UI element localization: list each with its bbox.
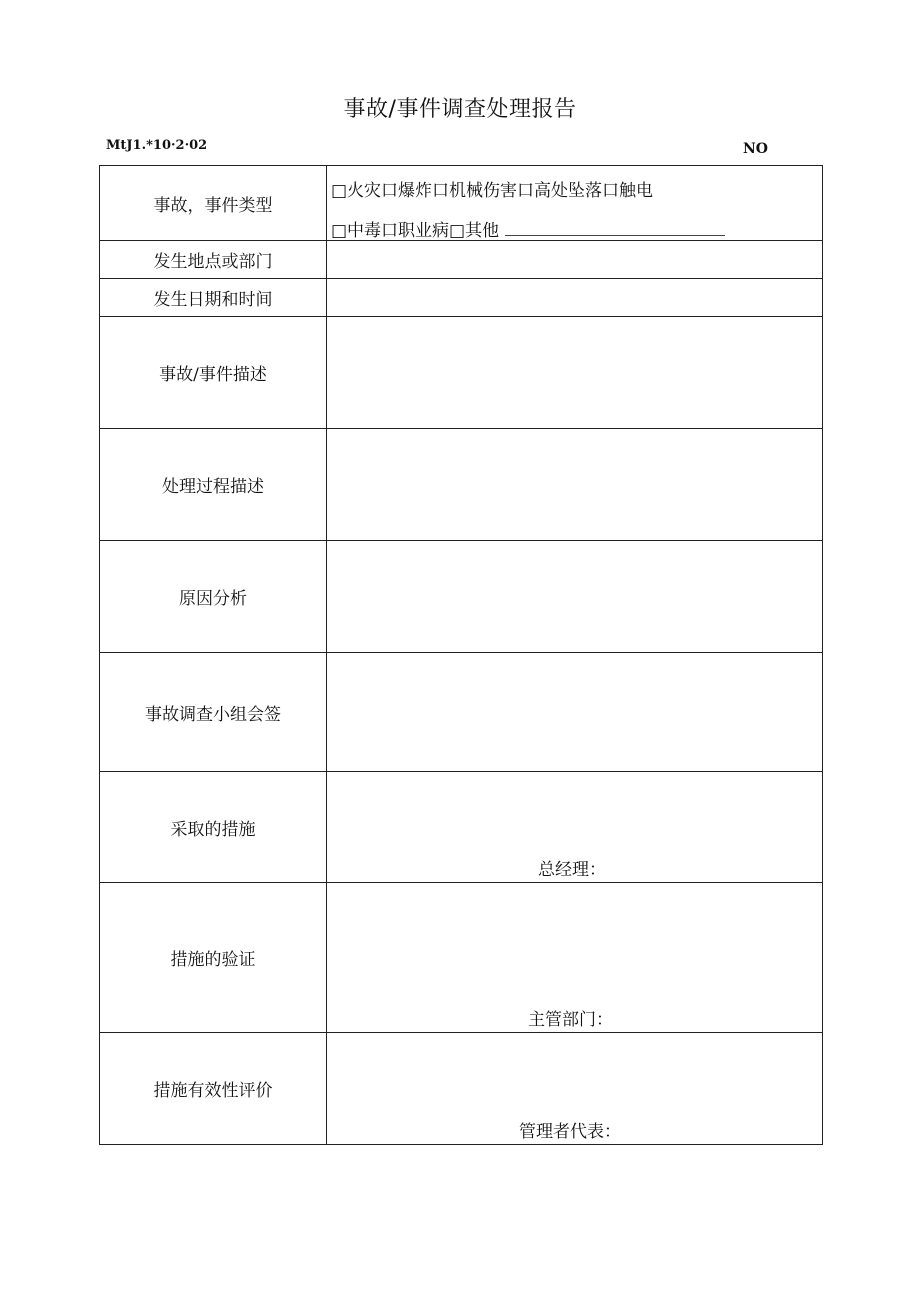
report-form-table: [99, 165, 823, 1145]
effectiveness-field[interactable]: [327, 1033, 823, 1145]
effectiveness-label: 措施有效性评价: [100, 1033, 327, 1145]
datetime-label: 发生日期和时间: [100, 279, 327, 317]
row-incident-type: [100, 166, 823, 241]
row-measures: [100, 772, 823, 883]
row-description: [100, 317, 823, 429]
incident-type-options-line2-text: □中毒口职业病□其他: [331, 221, 500, 241]
handling-label: 处理过程描述: [100, 429, 327, 541]
incident-type-options-line1[interactable]: □火灾口爆炸口机械伤害口高处坠落口触电: [331, 181, 654, 201]
location-field[interactable]: [327, 241, 823, 279]
team-signoff-label: 事故调查小组会签: [100, 653, 327, 772]
management-rep-signature-label: 管理者代表：: [519, 1122, 621, 1142]
row-handling: [100, 429, 823, 541]
measures-label: 采取的措施: [100, 772, 327, 883]
document-code: MtJ1.*10·2·02: [106, 138, 208, 153]
cause-label: 原因分析: [100, 541, 327, 653]
location-label: 发生地点或部门: [100, 241, 327, 279]
other-blank-line[interactable]: [505, 221, 725, 236]
verification-label: 措施的验证: [100, 883, 327, 1033]
measures-field[interactable]: [327, 772, 823, 883]
row-datetime: [100, 279, 823, 317]
row-verification: [100, 883, 823, 1033]
row-team-signoff: [100, 653, 823, 772]
incident-type-label: 事故，事件类型: [100, 166, 327, 241]
team-signoff-field[interactable]: [327, 653, 823, 772]
incident-type-options[interactable]: [327, 166, 823, 241]
general-manager-signature-label: 总经理：: [538, 860, 606, 880]
supervising-dept-signature-label: 主管部门：: [528, 1010, 613, 1030]
row-effectiveness: [100, 1033, 823, 1145]
handling-field[interactable]: [327, 429, 823, 541]
cause-field[interactable]: [327, 541, 823, 653]
row-cause: [100, 541, 823, 653]
number-label: NO: [743, 141, 768, 157]
description-label: 事故/事件描述: [100, 317, 327, 429]
description-field[interactable]: [327, 317, 823, 429]
incident-type-options-line2[interactable]: [331, 216, 725, 241]
page-title: 事故/事件调查处理报告: [343, 97, 577, 122]
row-location: [100, 241, 823, 279]
verification-field[interactable]: [327, 883, 823, 1033]
datetime-field[interactable]: [327, 279, 823, 317]
